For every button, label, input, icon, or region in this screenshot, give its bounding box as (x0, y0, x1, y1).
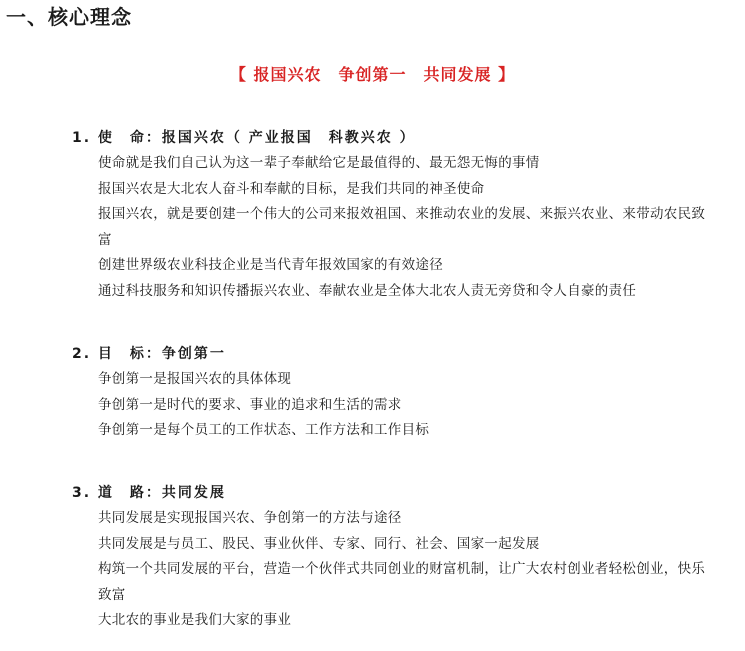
section-mission (72, 126, 717, 305)
list-item: 争创第一是每个员工的工作状态、工作方法和工作目标 (98, 422, 430, 439)
list-item: 构筑一个共同发展的平台，营造一个伙伴式共同创业的财富机制，让广大农村创业者轻松创业，快乐致富 (98, 561, 706, 603)
list-item: 共同发展是实现报国兴农、争创第一的方法与途径 (98, 510, 402, 526)
list-item: 争创第一是时代的要求、事业的追求和生活的需求 (98, 396, 402, 413)
section-path (72, 481, 717, 634)
list-item: 报国兴农，就是要创建一个伟大的公司来报效祖国、来推动农业的发展、来振兴农业、来带动农民致富 (98, 206, 706, 248)
list-item: 创建世界级农业科技企业是当代青年报效国家的有效途径 (98, 257, 443, 274)
list-item: 大北农的事业是我们大家的事业 (98, 612, 292, 629)
list-item: 共同发展是与员工、股民、事业伙伴、专家、同行、社会、国家一起发展 (98, 535, 540, 552)
mission-lines (72, 151, 717, 305)
section-goal (72, 342, 717, 444)
section-heading-path: 3. 道 路：共同发展 (72, 485, 226, 501)
slogan-banner: 【 报国兴农 争创第一 共同发展 】 (229, 65, 516, 84)
page-title: 一、核心理念 (6, 5, 132, 29)
section-heading-mission: 1. 使 命：报国兴农（ 产业报国 科教兴农 ） (72, 130, 416, 146)
list-item: 通过科技服务和知识传播振兴农业、奉献农业是全体大北农人责无旁贷和令人自豪的责任 (98, 282, 637, 299)
list-item: 报国兴农是大北农人奋斗和奉献的目标，是我们共同的神圣使命 (98, 180, 485, 197)
goal-lines (72, 367, 717, 444)
list-item: 使命就是我们自己认为这一辈子奉献给它是最值得的、最无怨无悔的事情 (98, 155, 540, 171)
section-heading-goal: 2. 目 标：争创第一 (72, 346, 226, 362)
list-item: 争创第一是报国兴农的具体体现 (98, 371, 292, 387)
path-lines (72, 506, 717, 634)
